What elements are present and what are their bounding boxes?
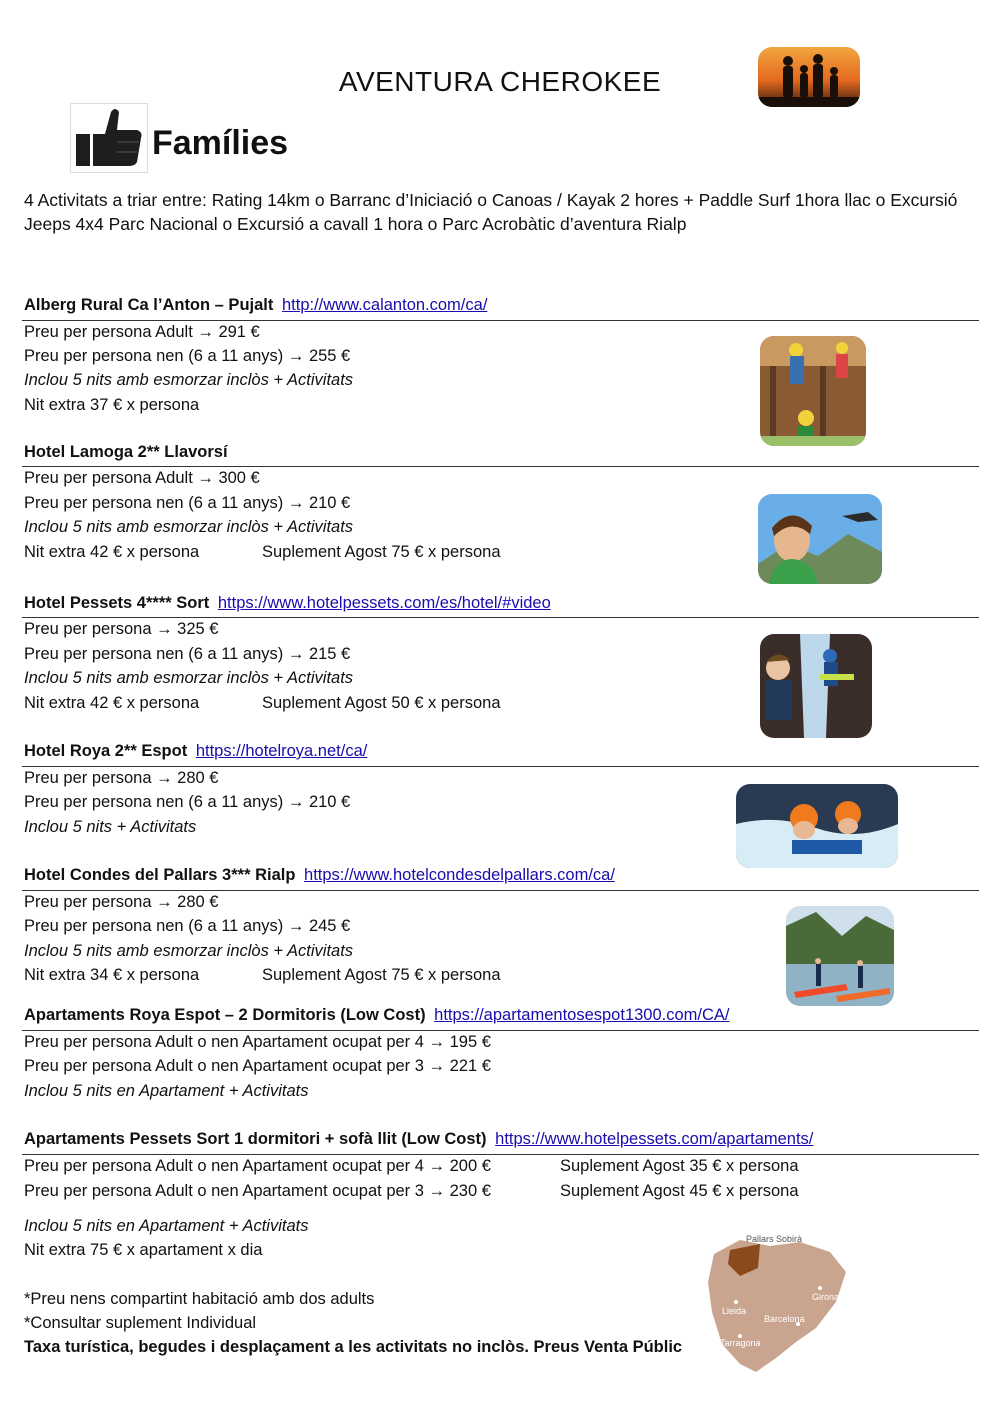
section-title-lamoga [24,443,228,462]
map-label-pallars: Pallars Sobirà [746,1234,803,1244]
families-heading: Famílies [152,124,289,162]
divider [22,466,979,467]
catalonia-map [700,1232,852,1378]
map-label-barcelona: Barcelona [764,1314,805,1324]
link-condesdelpallars[interactable]: https://www.hotelcondesdelpallars.com/ca/ [304,866,615,884]
child-sky-photo [758,494,882,584]
includes-note: Inclou 5 nits amb esmorzar inclòs + Activitats [24,371,354,389]
includes-note: Inclou 5 nits + Activitats [24,818,197,836]
link-apartamentosespot[interactable]: https://apartamentosespot1300.com/CA/ [434,1006,730,1024]
section-title-pessets [24,594,551,613]
divider [22,1154,979,1155]
divider [22,320,979,321]
includes-note: Inclou 5 nits en Apartament + Activitats [24,1082,309,1100]
price-adult: Preu per persona → 280 € [24,769,219,787]
section-name: Hotel Pessets 4**** Sort [24,594,210,612]
family-silhouette-photo [758,47,860,107]
extra-night: Nit extra 42 € x persona [24,694,200,712]
section-title-ca-lanton [24,296,487,315]
price-adult: Preu per persona Adult → 300 € [24,469,260,487]
section-title-apartaments-roya [24,1006,730,1025]
august-supplement: Suplement Agost 75 € x persona [262,966,501,984]
price-adult: Preu per persona → 325 € [24,620,219,638]
link-hotelpessets-video[interactable]: https://www.hotelpessets.com/es/hotel/#video [217,594,551,612]
august-supplement: Suplement Agost 35 € x persona [560,1157,799,1175]
includes-note: Inclou 5 nits amb esmorzar inclòs + Activitats [24,669,354,687]
thumbs-up-icon [70,103,148,173]
extra-night: Nit extra 34 € x persona [24,966,200,984]
price-apt-4: Preu per persona Adult o nen Apartament ocupat per 4 → 195 € [24,1033,491,1051]
august-supplement: Suplement Agost 50 € x persona [262,694,501,712]
section-title-condes [24,866,615,885]
single-supplement-note: *Consultar suplement Individual [24,1314,257,1332]
section-name: Apartaments Roya Espot – 2 Dormitoris (Low Cost) [24,1006,426,1024]
canyoning-photo [760,634,872,738]
child-price-note: *Preu nens compartint habitació amb dos adults [24,1290,375,1308]
paddle-surf-photo [786,906,894,1006]
section-name: Alberg Rural Ca l’Anton – Pujalt [24,296,274,314]
tax-exclusion-note: Taxa turística, begudes i desplaçament a les activitats no inclòs. Preus Venta Públic [24,1338,683,1356]
august-supplement: Suplement Agost 45 € x persona [560,1182,799,1200]
section-name: Apartaments Pessets Sort 1 dormitori + sofà llit (Low Cost) [24,1130,487,1148]
price-child: Preu per persona nen (6 a 11 anys) → 210 € [24,793,351,811]
map-label-girona: Girona [812,1292,840,1302]
activities-intro: 4 Activitats a triar entre: Rating 14km o Barranc d’Iniciació o Canoas / Kayak 2 hores + Paddle Surf 1hora llac o Excursió Jeeps 4x4 Parc Nacional o Excursió a cavall 1 hora o Parc Acrobàtic d’aventura Rialp [24,190,958,234]
includes-note: Inclou 5 nits amb esmorzar inclòs + Activitats [24,518,354,536]
link-hotelroya[interactable]: https://hotelroya.net/ca/ [195,742,368,760]
climbing-kids-photo [760,336,866,446]
price-child: Preu per persona nen (6 a 11 anys) → 215 € [24,645,351,663]
link-hotelpessets-apartaments[interactable]: https://www.hotelpessets.com/apartaments/ [495,1130,814,1148]
section-name: Hotel Roya 2** Espot [24,742,188,760]
page-title: AVENTURA CHEROKEE [338,66,662,97]
divider [22,1030,979,1031]
price-apt-3: Preu per persona Adult o nen Apartament ocupat per 3 → 221 € [24,1057,491,1075]
price-child: Preu per persona nen (6 a 11 anys) → 255 € [24,347,351,365]
section-title-apartaments-pessets [24,1130,813,1149]
includes-note: Inclou 5 nits en Apartament + Activitats [24,1217,309,1235]
divider [22,617,979,618]
price-adult: Preu per persona → 280 € [24,893,219,911]
divider [22,766,979,767]
price-apt-3: Preu per persona Adult o nen Apartament ocupat per 3 → 230 € [24,1182,491,1200]
extra-night: Nit extra 42 € x persona [24,543,200,561]
map-label-tarragona: Tarragona [720,1338,761,1348]
includes-note: Inclou 5 nits amb esmorzar inclòs + Activitats [24,942,354,960]
section-title-roya [24,742,367,761]
rafting-photo [736,784,898,868]
august-supplement: Suplement Agost 75 € x persona [262,543,501,561]
extra-night: Nit extra 75 € x apartament x dia [24,1241,263,1259]
section-name: Hotel Condes del Pallars 3*** Rialp [24,866,296,884]
price-apt-4: Preu per persona Adult o nen Apartament ocupat per 4 → 200 € [24,1157,491,1175]
price-child: Preu per persona nen (6 a 11 anys) → 210 € [24,494,351,512]
link-calanton[interactable]: http://www.calanton.com/ca/ [281,296,488,314]
map-label-lleida: Lleida [722,1306,747,1316]
section-name: Hotel Lamoga 2** Llavorsí [24,443,228,461]
divider [22,890,979,891]
price-adult: Preu per persona Adult → 291 € [24,323,260,341]
extra-night: Nit extra 37 € x persona [24,396,200,414]
price-child: Preu per persona nen (6 a 11 anys) → 245 € [24,917,351,935]
